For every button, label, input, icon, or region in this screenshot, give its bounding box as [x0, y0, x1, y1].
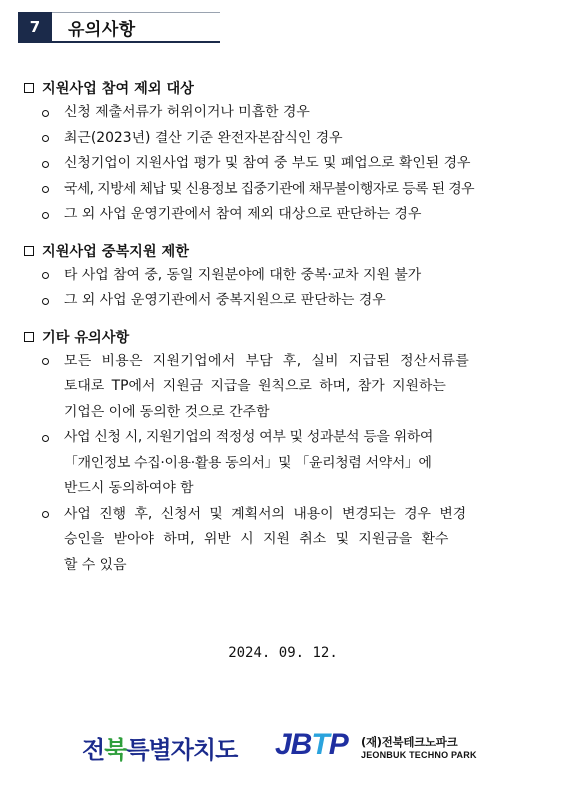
circle-bullet-icon [42, 135, 49, 142]
circle-bullet-icon [42, 298, 49, 305]
list-item-text [64, 502, 542, 579]
list-item [22, 100, 542, 126]
list-item [22, 502, 542, 579]
circle-bullet-icon [42, 161, 49, 168]
circle-bullet-icon [42, 186, 49, 193]
group-heading-text: 지원사업 중복지원 제한 [42, 243, 189, 260]
list-item-text: 그 외 사업 운영기관에서 참여 제외 대상으로 판단하는 경우 [64, 206, 422, 222]
document-date: 2024. 09. 12. [228, 645, 338, 661]
group-heading [22, 239, 542, 263]
circle-bullet-icon [42, 272, 49, 279]
list-item [22, 177, 542, 203]
jbtp-logo [275, 728, 348, 762]
group-duplicate-support [22, 239, 542, 314]
list-item-line: 반드시 동의하여야 함 [64, 480, 194, 496]
logo-text-part: T [311, 728, 329, 761]
group-exclusion [22, 76, 542, 228]
jeonbuk-province-logo [82, 730, 237, 765]
list-item-text: 신청 제출서류가 허위이거나 미흡한 경우 [64, 104, 310, 120]
logo-text-part: JB [275, 728, 312, 761]
logo-text-part: 북 [104, 736, 127, 764]
square-bullet-icon [24, 246, 34, 256]
list-item [22, 288, 542, 314]
square-bullet-icon [24, 83, 34, 93]
list-item-text [64, 349, 542, 426]
group-heading-text: 기타 유의사항 [42, 329, 130, 346]
list-item-line: 모든 비용은 지원기업에서 부담 후, 실비 지급된 정산서류를 [64, 352, 470, 369]
list-item [22, 202, 542, 228]
circle-bullet-icon [42, 110, 49, 117]
group-heading [22, 325, 542, 349]
list-item [22, 126, 542, 152]
list-item-line: 사업 신청 시, 지원기업의 적정성 여부 및 성과분석 등을 위하여 [64, 429, 434, 445]
logo-text-part: P [328, 728, 348, 761]
circle-bullet-icon [42, 358, 49, 365]
group-heading [22, 76, 542, 100]
list-item-line: 기업은 이에 동의한 것으로 간주함 [64, 403, 270, 420]
notice-content [22, 76, 542, 589]
list-item-line: 할 수 있음 [64, 556, 127, 573]
list-item-line: 토대로 TP에서 지원금 지급을 원칙으로 하며, 참가 지원하는 [64, 378, 446, 394]
list-item-text [64, 425, 542, 502]
section-title: 유의사항 [68, 20, 136, 40]
list-item-text: 그 외 사업 운영기관에서 중복지원으로 판단하는 경우 [64, 292, 386, 308]
section-header [18, 12, 220, 42]
org-name-english: JEONBUK TECHNO PARK [361, 750, 477, 760]
list-item-text: 신청기업이 지원사업 평가 및 참여 중 부도 및 폐업으로 확인된 경우 [64, 155, 471, 171]
circle-bullet-icon [42, 212, 49, 219]
circle-bullet-icon [42, 435, 49, 442]
footer-logos [0, 726, 566, 770]
list-item-text: 타 사업 참여 중, 동일 지원분야에 대한 중복·교차 지원 불가 [64, 266, 422, 283]
list-item [22, 425, 542, 502]
list-item [22, 349, 542, 426]
list-item-text: 국세, 지방세 체납 및 신용정보 집중기관에 채무불이행자로 등록 된 경우 [64, 180, 474, 197]
logo-text-part: 특별자치도 [126, 736, 238, 764]
list-item [22, 151, 542, 177]
section-header-bottom-rule [18, 41, 220, 43]
group-other-notes [22, 325, 542, 579]
logo-text-part: 전 [82, 736, 105, 764]
list-item-text: 최근(2023년) 결산 기준 완전자본잠식인 경우 [64, 129, 343, 146]
org-name-korean: (재)전북테크노파크 [361, 735, 458, 749]
group-heading-text: 지원사업 참여 제외 대상 [42, 81, 194, 97]
list-item-line: 승인을 받아야 하며, 위반 시 지원 취소 및 지원금을 환수 [64, 531, 449, 547]
list-item [22, 263, 542, 289]
list-item-line: 「개인정보 수집·이용·활용 동의서」및 「윤리청렴 서약서」에 [64, 454, 432, 471]
section-number: 7 [18, 12, 52, 41]
circle-bullet-icon [42, 511, 49, 518]
list-item-line: 사업 진행 후, 신청서 및 계획서의 내용이 변경되는 경우 변경 [64, 505, 467, 522]
square-bullet-icon [24, 332, 34, 342]
